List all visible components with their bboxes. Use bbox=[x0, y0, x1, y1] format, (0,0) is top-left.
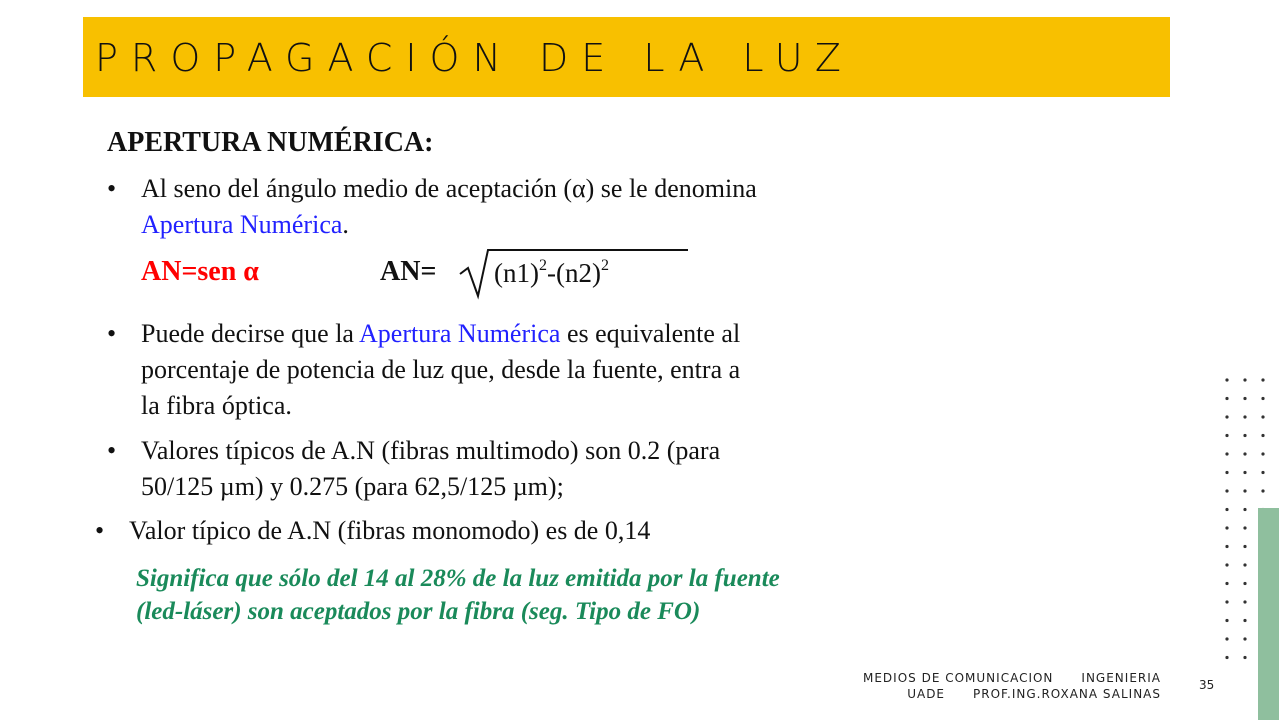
decoration-dot bbox=[1243, 378, 1246, 381]
footer-course: MEDIOS DE COMUNICACION bbox=[862, 671, 1054, 685]
decoration-dot bbox=[1243, 415, 1246, 418]
decoration-dot bbox=[1225, 415, 1228, 418]
n2-exponent: 2 bbox=[600, 257, 609, 274]
note-line-1: Significa que sólo del 14 al 28% de la luz emitida por la fuente bbox=[136, 565, 780, 592]
bullet-2-pre: Puede decirse que la bbox=[141, 319, 360, 348]
decoration-dot bbox=[1225, 656, 1228, 659]
decoration-dot bbox=[1261, 434, 1264, 437]
footer-professor: PROF.ING.ROXANA SALINAS bbox=[973, 687, 1161, 701]
bullet-marker: • bbox=[107, 436, 117, 465]
decoration-dot bbox=[1243, 619, 1246, 622]
bullet-2-line-2: porcentaje de potencia de luz que, desde la fuente, entra a bbox=[141, 355, 741, 384]
footer-line-1 bbox=[863, 670, 1161, 686]
bullet-4-line-1: Valor típico de A.N (fibras monomodo) es de 0,14 bbox=[129, 516, 651, 545]
bullet-marker: • bbox=[95, 516, 105, 545]
decoration-dot bbox=[1243, 526, 1246, 529]
footer-field: INGENIERIA bbox=[1081, 671, 1161, 685]
bullet-3-line-2: 50/125 µm) y 0.275 (para 62,5/125 µm); bbox=[141, 472, 564, 501]
formula-an-sen: AN=sen α bbox=[141, 256, 259, 287]
decoration-dot bbox=[1225, 619, 1228, 622]
footer-line-2 bbox=[863, 686, 1161, 702]
section-heading: APERTURA NUMÉRICA: bbox=[107, 127, 434, 158]
an-label: AN= bbox=[380, 256, 437, 287]
bullet-1-line-2 bbox=[141, 207, 757, 243]
bullet-2-line-1 bbox=[141, 316, 740, 352]
decoration-dot bbox=[1261, 452, 1264, 455]
bullet-3 bbox=[107, 433, 721, 505]
bullet-3-line-1: Valores típicos de A.N (fibras multimodo) son 0.2 (para bbox=[141, 436, 721, 465]
decoration-dot bbox=[1225, 397, 1228, 400]
bullet-1-line-1: Al seno del ángulo medio de aceptación (α) se le denomina bbox=[141, 174, 757, 203]
decoration-dot bbox=[1243, 563, 1246, 566]
footer-school: UADE bbox=[907, 687, 946, 701]
decoration-dot bbox=[1261, 489, 1264, 492]
decoration-dot bbox=[1243, 471, 1246, 474]
title-bar bbox=[83, 17, 1170, 97]
formula-radicand bbox=[494, 257, 609, 289]
decoration-dot bbox=[1261, 471, 1264, 474]
decoration-dot bbox=[1225, 526, 1228, 529]
decoration-dot bbox=[1261, 415, 1264, 418]
decoration-dot bbox=[1225, 452, 1228, 455]
decoration-dot bbox=[1243, 637, 1246, 640]
decoration-dot bbox=[1225, 563, 1228, 566]
decoration-dot bbox=[1261, 397, 1264, 400]
decoration-dot bbox=[1225, 600, 1228, 603]
side-accent-bar bbox=[1258, 508, 1279, 720]
bullet-2-post: es equivalente al bbox=[560, 319, 741, 348]
bullet-2-line-3: la fibra óptica. bbox=[141, 391, 292, 420]
bullet-1 bbox=[107, 171, 757, 243]
decoration-dot bbox=[1225, 508, 1228, 511]
decoration-dot bbox=[1225, 637, 1228, 640]
decoration-dot bbox=[1225, 545, 1228, 548]
decoration-dot bbox=[1243, 397, 1246, 400]
decoration-dot bbox=[1225, 582, 1228, 585]
n1-term: (n1) bbox=[494, 258, 539, 288]
apertura-numerica-term: Apertura Numérica bbox=[141, 210, 343, 239]
decoration-dot bbox=[1243, 582, 1246, 585]
decoration-dot bbox=[1243, 489, 1246, 492]
n1-exponent: 2 bbox=[538, 257, 547, 274]
bullet-4 bbox=[95, 513, 651, 549]
decoration-dot bbox=[1261, 378, 1264, 381]
decoration-dot bbox=[1243, 508, 1246, 511]
page-number: 35 bbox=[1199, 678, 1215, 692]
bullet-marker: • bbox=[107, 319, 117, 348]
decoration-dot bbox=[1225, 378, 1228, 381]
decoration-dot bbox=[1225, 471, 1228, 474]
decoration-dot bbox=[1243, 545, 1246, 548]
decoration-dot bbox=[1243, 656, 1246, 659]
bullet-marker: • bbox=[107, 174, 117, 203]
decoration-dot bbox=[1243, 452, 1246, 455]
slide-title: PROPAGACIÓN DE LA LUZ bbox=[95, 36, 854, 80]
footer bbox=[863, 670, 1161, 702]
decoration-dot bbox=[1243, 434, 1246, 437]
decoration-dot bbox=[1225, 489, 1228, 492]
decoration-dot bbox=[1225, 434, 1228, 437]
decoration-dot bbox=[1243, 600, 1246, 603]
apertura-numerica-term: Apertura Numérica bbox=[359, 319, 561, 348]
n2-term: -(n2) bbox=[546, 258, 601, 288]
period: . bbox=[342, 210, 349, 239]
green-note bbox=[136, 562, 780, 628]
formula-an-label bbox=[380, 256, 436, 288]
note-line-2: (led-láser) son aceptados por la fibra (seg. Tipo de FO) bbox=[136, 598, 701, 625]
bullet-2 bbox=[107, 316, 741, 424]
